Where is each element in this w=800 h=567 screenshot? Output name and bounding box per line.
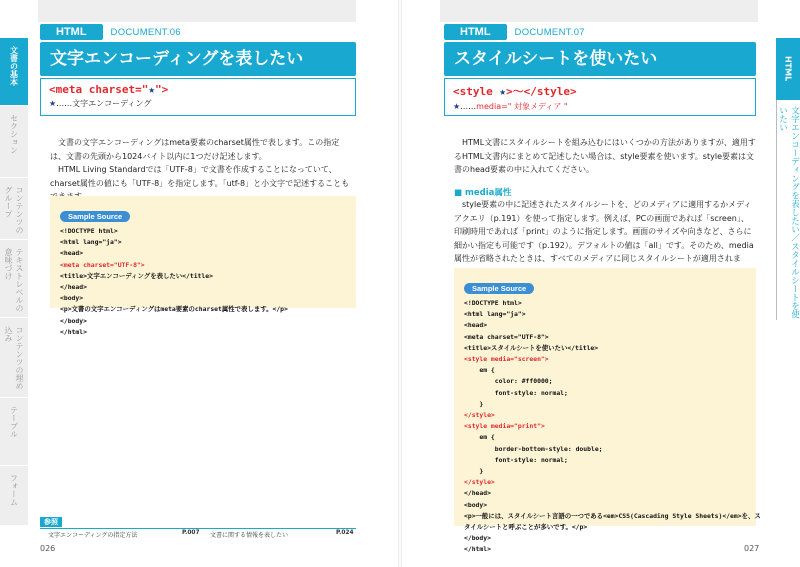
side-tab[interactable]: テーブル — [0, 398, 28, 466]
media-body — [454, 198, 756, 279]
syntax-note-attr: media=" 対象メディア " — [476, 102, 568, 111]
code-line: タイルシートと呼ぶことが多いです。</p> — [464, 523, 588, 532]
reference-page: P.007 — [182, 530, 200, 536]
body-paragraph: HTML Living Standardでは「UTF-8」で文書を作成することになっていて、charset属性の値にも「UTF-8」を指定します。「utf-8」と小文字で記述することも — [50, 165, 350, 188]
html-badge: HTML — [444, 24, 507, 40]
document-number: DOCUMENT.07 — [514, 26, 585, 38]
side-tab[interactable]: 文書の基本 — [0, 38, 28, 106]
page-number: 026 — [40, 544, 56, 553]
star-icon: ★ — [453, 102, 461, 111]
code-line: <body> — [60, 294, 84, 303]
side-tab[interactable]: セクション — [0, 106, 28, 178]
syntax-prefix: <meta charset=" — [49, 83, 149, 96]
side-tab[interactable]: コンテンツの埋め込み — [0, 318, 28, 398]
reference-link[interactable]: 文字エンコーディングの指定方法 — [48, 532, 138, 539]
syntax-suffix: >〜</style> — [505, 85, 577, 98]
page-title: スタイルシートを使いたい — [444, 42, 756, 76]
code-line: <head> — [60, 249, 84, 258]
html-badge: HTML — [40, 24, 103, 40]
star-icon: ★ — [148, 83, 155, 96]
side-tab[interactable]: テキストレベルの意味づけ — [0, 240, 28, 318]
code-line: </style> — [464, 478, 495, 487]
code-line: <meta charset="UTF-8"> — [60, 260, 145, 269]
syntax-note-text: ……文字エンコーディング — [56, 99, 152, 108]
star-icon: ★ — [499, 85, 506, 98]
body-paragraph: 文書の文字エンコーディングはmeta要素のcharset属性で表します。この指定は、文書の先頭から1024バイト以内に1つだけ記述します。 — [50, 138, 340, 161]
reference-badge: 参照 — [40, 517, 62, 527]
syntax-note — [453, 101, 747, 112]
reference-page: P.024 — [336, 530, 354, 536]
code-line: <title>スタイルシートを使いたい</title> — [464, 343, 599, 352]
reference-link[interactable]: 文書に関する情報を表したい — [210, 532, 289, 539]
side-tab[interactable]: フォーム — [0, 466, 28, 526]
code-line: <style media="screen"> — [464, 355, 549, 364]
code-line: em { — [464, 366, 495, 375]
code-line: <p>一般には、スタイルシート言語の一つである<em>CSS(Cascading Style Sheets)</em>を、ス — [464, 511, 761, 520]
body-paragraph: style要素の中に記述されたスタイルシートを、どのメディアに適用するかメディアクエリ（p.191）を使って指定します。例えば、PCの画面であれば「screen」、印刷時用であれば「print」のように指定します。画面のサイズや向きなど、さらに細かい指定も可能です（p.192）。デフォルトの値は「all」です。そのため、media属性が省略されたときは、すべてのメディアに同じスタイルシートが適用されま — [454, 200, 754, 263]
document-label — [444, 22, 585, 42]
code-line: <p>文書の文字エンコーディングはmeta要素のcharset属性で表します。</p> — [60, 305, 288, 314]
code-line: </html> — [60, 327, 87, 336]
code-line: border-bottom-style: double; — [464, 444, 603, 453]
code-line: </html> — [464, 545, 491, 554]
code-line: <html lang="ja"> — [60, 238, 122, 247]
code-line: <!DOCTYPE html> — [60, 227, 118, 235]
star-icon: ★ — [49, 99, 57, 108]
code-line: <title>文字エンコーディングを表したい</title> — [60, 271, 213, 280]
code-line: <head> — [464, 321, 488, 330]
code-line: </body> — [464, 534, 491, 543]
code-line: font-style: normal; — [464, 388, 568, 397]
code-line: } — [464, 399, 484, 408]
right-side-tab — [770, 38, 800, 320]
code-line: <!DOCTYPE html> — [464, 299, 522, 307]
code-line: </body> — [60, 316, 87, 325]
top-band — [440, 0, 758, 22]
body-text — [454, 136, 756, 177]
code-line: </head> — [464, 489, 491, 498]
syntax-note-text: …… — [460, 102, 477, 111]
code-line: color: #ff0000; — [464, 377, 553, 386]
code-line: <style media="print"> — [464, 422, 545, 431]
syntax-box — [444, 78, 756, 116]
media-heading: ■ media属性 — [454, 188, 512, 198]
side-running-title: 文字エンコーディングを表したい／スタイルシートを使いたい — [776, 100, 800, 320]
code-line: font-style: normal; — [464, 455, 568, 464]
code-line: <html lang="ja"> — [464, 310, 526, 319]
code-line: </style> — [464, 411, 495, 420]
code-line: <body> — [464, 500, 488, 509]
body-paragraph: HTML文書にスタイルシートを組み込むにはいくつかの方法がありますが、適用するHTML文書内にまとめて記述したい場合は、style要素を使います。style要素は文書のhead要素の中に入れてください。 — [454, 138, 756, 174]
page-number: 027 — [744, 544, 760, 553]
syntax-line — [453, 83, 747, 99]
code-line: } — [464, 467, 484, 476]
document-number: DOCUMENT.06 — [110, 26, 181, 38]
side-tab-html[interactable]: HTML — [776, 38, 800, 100]
syntax-prefix: <style — [453, 85, 500, 98]
sample-source-badge: Sample Source — [464, 283, 534, 294]
code-line: </head> — [60, 283, 87, 292]
page-title: 文字エンコーディングを表したい — [40, 42, 356, 76]
sample-source-badge: Sample Source — [60, 211, 130, 222]
syntax-suffix: "> — [154, 83, 169, 96]
code-line: em { — [464, 433, 495, 442]
side-tab[interactable]: コンテンツのグループ — [0, 178, 28, 240]
code-line: <meta charset="UTF-8"> — [464, 332, 549, 341]
